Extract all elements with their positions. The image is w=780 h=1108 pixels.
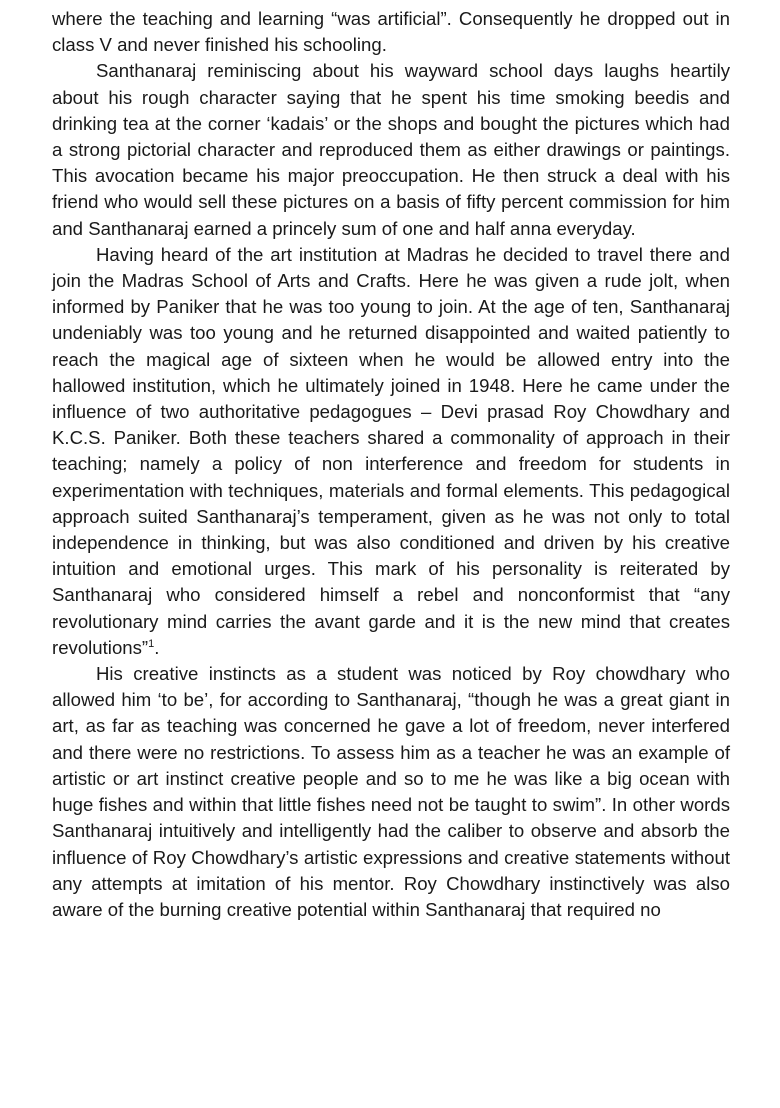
paragraph-3-text: Having heard of the art institution at Madras he decided to travel there and join the Madras School of Arts and Crafts. Here he was given a rude jolt, when informed by Paniker that he was too young to join. At the age of ten, Santhanaraj undeniably was too young and he returned disappointed and waited patiently to reach the magical age of sixteen when he would be allowed entry into the hallowed institution, which he ultimately joined in 1948. Here he came under the influence of two authoritative pedagogues – Devi prasad Roy Chowdhary and K.C.S. Paniker. Both these teachers shared a commonality of approach in their teaching; namely a policy of non interference and freedom for students in experimentation with techniques, materials and formal elements. This pedagogical approach suited Santhanaraj’s temperament, given as he was not only to total independence in thinking, but was also conditioned and driven by his creative intuition and emotional urges. This mark of his personality is reiterated by Santhanaraj who considered himself a rebel and nonconformist that “any revolutionary mind carries the avant garde and it is the new mind that creates revolutions” bbox=[52, 243, 730, 658]
paragraph-4 bbox=[52, 661, 730, 923]
paragraph-2-text: Santhanaraj reminiscing about his wayward school days laughs heartily about his rough character saying that he spent his time smoking beedis and drinking tea at the corner ‘kadais’ or the shops and bought the pictures which had a strong pictorial character and reproduced them as either drawings or paintings. This avocation became his major preoccupation. He then struck a deal with his friend who would sell these pictures on a basis of fifty percent commission for him and Santhanaraj earned a princely sum of one and half anna everyday. bbox=[52, 60, 730, 239]
paragraph-1-text: where the teaching and learning “was artificial”. Consequently he dropped out in class V and never finished his schooling. bbox=[52, 8, 730, 56]
paragraph-4-text: His creative instincts as a student was noticed by Roy chowdhary who allowed him ‘to be’, for according to Santhanaraj, “though he was a great giant in art, as far as teaching was concerned he gave a lot of freedom, never interfered and there were no restrictions. To assess him as a teacher he was an example of artistic or art instinct creative people and so to me he was like a big ocean with huge fishes and within that little fishes need not be taught to swim”. In other words Santhanaraj intuitively and intelligently had the caliber to observe and absorb the influence of Roy Chowdhary’s artistic expressions and creative statements without any attempts at imitation of his mentor. Roy Chowdhary instinctively was also aware of the burning creative potential within Santhanaraj that required no bbox=[52, 663, 730, 920]
footnote-marker: 1 bbox=[148, 637, 155, 650]
paragraph-1 bbox=[52, 6, 730, 58]
paragraph-3 bbox=[52, 242, 730, 661]
document-page bbox=[52, 6, 730, 923]
paragraph-2 bbox=[52, 58, 730, 241]
paragraph-3-end: . bbox=[154, 636, 160, 658]
